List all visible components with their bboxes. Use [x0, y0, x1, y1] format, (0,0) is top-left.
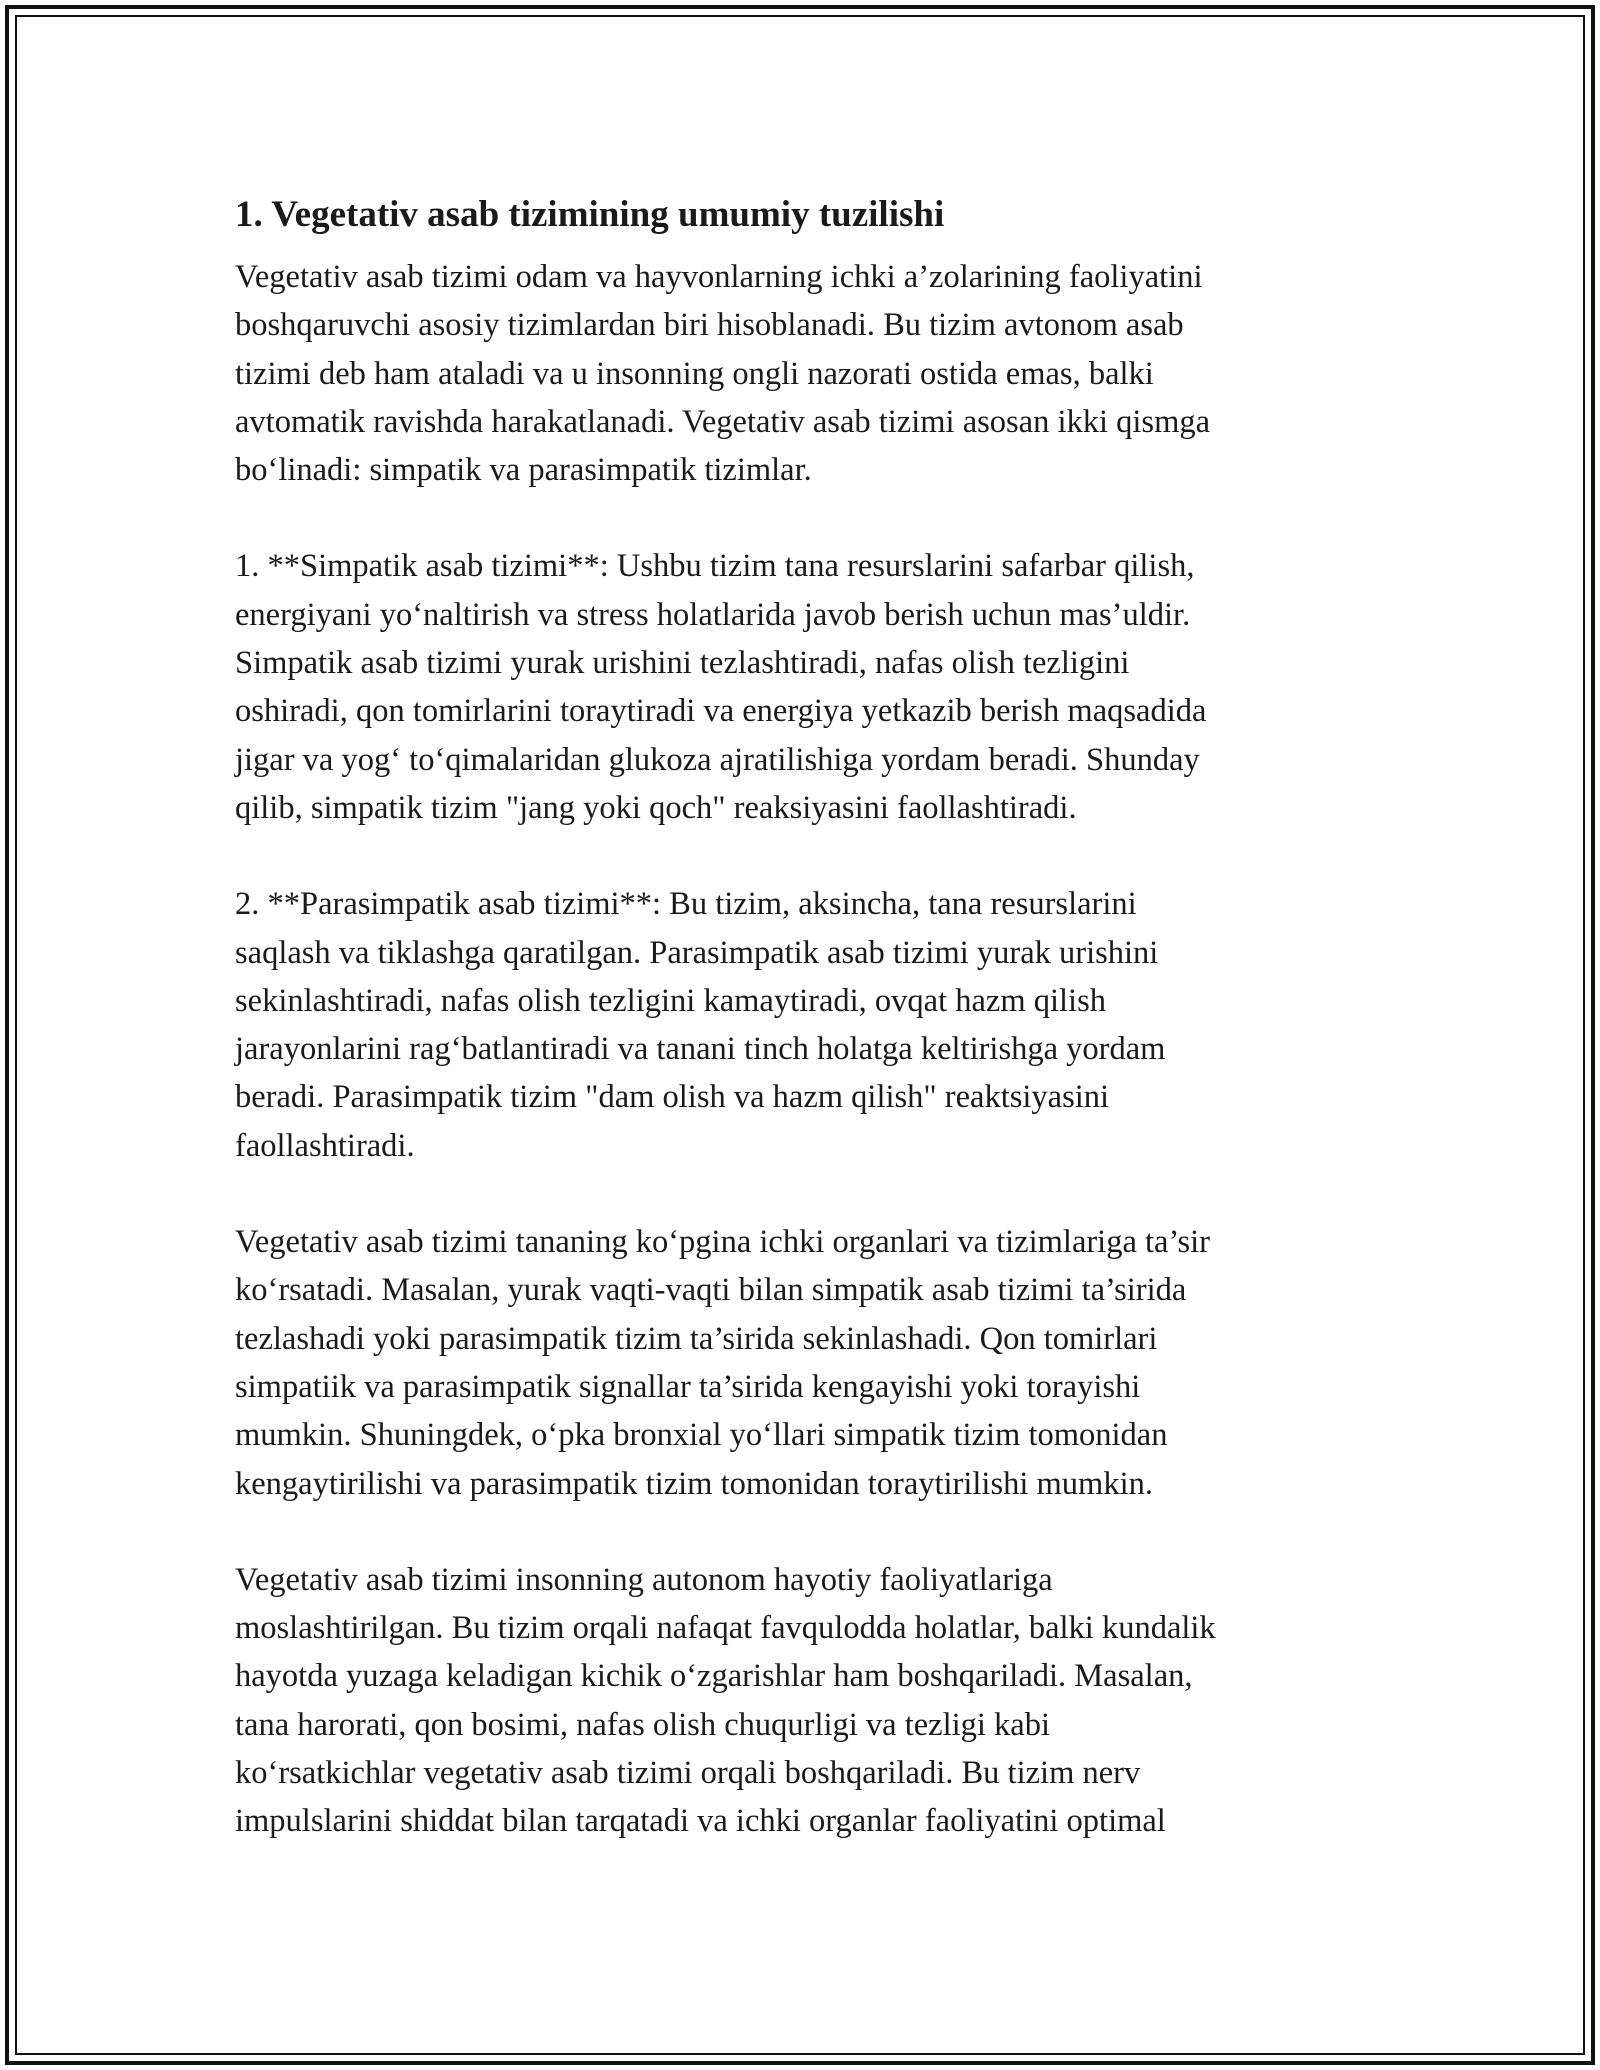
text-line: kengaytirilishi va parasimpatik tizim tomonidan toraytirilishi mumkin. — [235, 1465, 1153, 1502]
text-line: faollashtiradi. — [235, 1127, 415, 1164]
text-line: Vegetativ asab tizimi odam va hayvonlarning ichki a’zolarining faoliyatini — [235, 259, 1203, 295]
text-line: ko‘rsatkichlar vegetativ asab tizimi orqali boshqariladi. Bu tizim nerv — [235, 1755, 1141, 1792]
text-line: moslashtirilgan. Bu tizim orqali nafaqat favqulodda holatlar, balki kundalik — [235, 1610, 1216, 1647]
text-line: avtomatik ravishda harakatlanadi. Vegetativ asab tizimi asosan ikki qismga — [235, 403, 1211, 440]
text-line: boshqaruvchi asosiy tizimlardan biri hisoblanadi. Bu tizim avtonom asab — [235, 307, 1184, 344]
text-line: hayotda yuzaga keladigan kichik o‘zgarishlar ham boshqariladi. Masalan, — [235, 1658, 1193, 1695]
text-line: simpatiik va parasimpatik signallar ta’sirida kengayishi yoki torayishi — [235, 1368, 1141, 1405]
paragraph-intro — [235, 253, 1365, 494]
text-line: tana harorati, qon bosimi, nafas olish chuqurligi va tezligi kabi — [235, 1706, 1051, 1743]
text-line: jarayonlarini rag‘batlantiradi va tanani tinch holatga keltirishga yordam — [235, 1031, 1166, 1068]
paragraph-organs — [235, 1218, 1365, 1508]
text-line: 1. **Simpatik asab tizimi**: Ushbu tizim tana resurslarini safarbar qilish, — [235, 548, 1195, 585]
text-line: Simpatik asab tizimi yurak urishini tezlashtiradi, nafas olish tezligini — [235, 645, 1130, 682]
text-line: saqlash va tiklashga qaratilgan. Parasimpatik asab tizimi yurak urishini — [235, 934, 1159, 971]
text-line: Vegetativ asab tizimi tananing ko‘pgina ichki organlari va tizimlariga ta’sir — [235, 1224, 1210, 1261]
document-body — [235, 185, 1365, 1894]
text-line: mumkin. Shuningdek, o‘pka bronxial yo‘llari simpatik tizim tomonidan — [235, 1417, 1168, 1454]
text-line: tezlashadi yoki parasimpatik tizim ta’sirida sekinlashadi. Qon tomirlari — [235, 1320, 1158, 1357]
text-line: qilib, simpatik tizim "jang yoki qoch" reaksiyasini faollashtiradi. — [235, 789, 1077, 826]
section-heading: 1. Vegetativ asab tizimining umumiy tuzilishi — [235, 194, 945, 235]
text-line: impulslarini shiddat bilan tarqatadi va ichki organlar faoliyatini optimal — [235, 1803, 1166, 1840]
text-line: ko‘rsatadi. Masalan, yurak vaqti-vaqti bilan simpatik asab tizimi ta’sirida — [235, 1272, 1187, 1309]
paragraph-autonomous — [235, 1556, 1365, 1846]
text-line: beradi. Parasimpatik tizim "dam olish va hazm qilish" reaktsiyasini — [235, 1079, 1110, 1116]
text-line: 2. **Parasimpatik asab tizimi**: Bu tizim, aksincha, tana resurslarini — [235, 886, 1137, 923]
text-line: Vegetativ asab tizimi insonning autonom hayotiy faoliyatlariga — [235, 1561, 1053, 1598]
text-line: energiyani yo‘naltirish va stress holatlarida javob berish uchun mas’uldir. — [235, 596, 1191, 633]
text-line: jigar va yog‘ to‘qimalaridan glukoza ajratilishiga yordam beradi. Shunday — [235, 741, 1200, 778]
text-line: bo‘linadi: simpatik va parasimpatik tizimlar. — [235, 452, 812, 489]
text-line: oshiradi, qon tomirlarini toraytiradi va energiya yetkazib berish maqsadida — [235, 693, 1207, 730]
text-line: sekinlashtiradi, nafas olish tezligini kamaytiradi, ovqat hazm qilish — [235, 982, 1106, 1019]
text-line: tizimi deb ham ataladi va u insonning ongli nazorati ostida emas, balki — [235, 355, 1154, 392]
paragraph-simpatik — [235, 542, 1365, 832]
paragraph-parasimpatik — [235, 880, 1365, 1170]
